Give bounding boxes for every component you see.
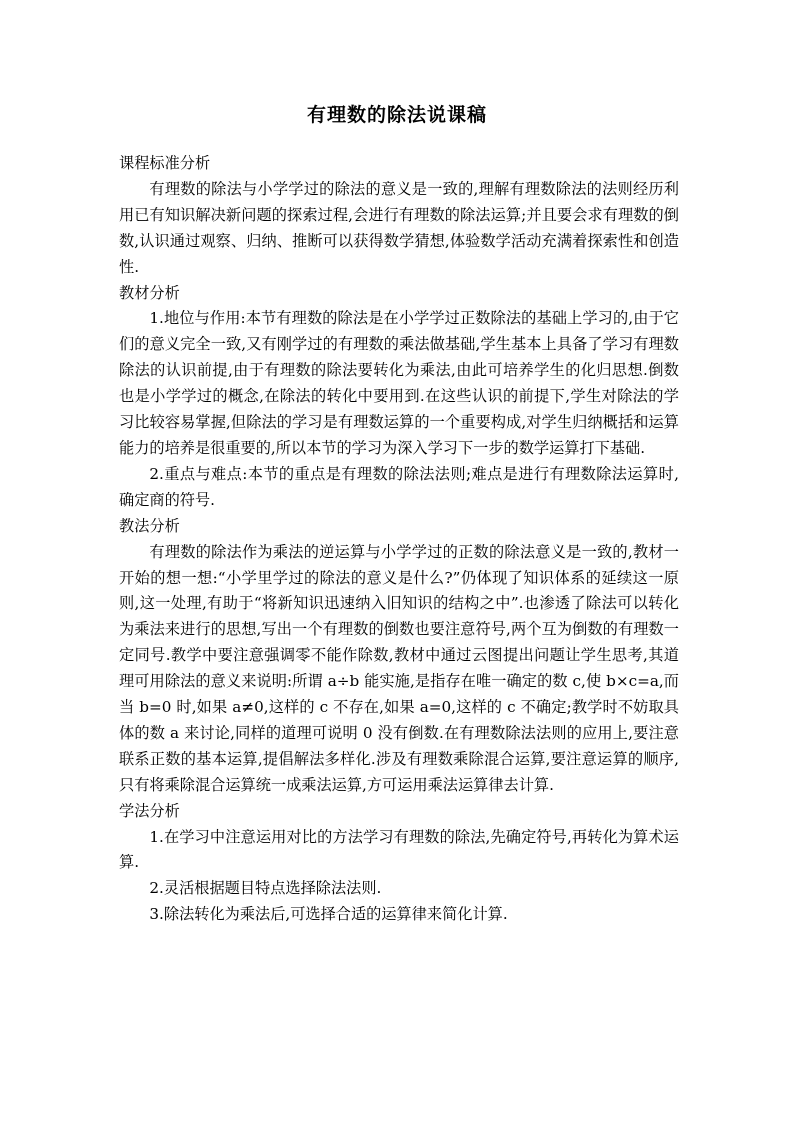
- section-teaching-method: [119, 514, 679, 799]
- paragraph: 1.在学习中注意运用对比的方法学习有理数的除法,先确定符号,再转化为算术运算.: [119, 827, 679, 872]
- paragraph: 3.除法转化为乘法后,可选择合适的运算律来简化计算.: [149, 905, 508, 924]
- paragraph: 1.地位与作用:本节有理数的除法是在小学学过正数除法的基础上学习的,由于它们的意义完全一致,又有刚学过的有理数的乘法做基础,学生基本上具备了学习有理数除法的认识前提,由于有理数的除法要转化为乘法,由此可培养学生的化归思想.倒数也是小学学过的概念,在除法的转化中要用到.在这些认识的前提下,学生对除法的学习比较容易掌握,但除法的学习是有理数运算的一个重要构成,对学生归纳概括和运算能力的培养是很重要的,所以本节的学习为深入学习下一步的数学运算打下基础.: [119, 309, 679, 457]
- document-body: [119, 151, 679, 928]
- section-textbook-analysis: [119, 281, 679, 514]
- section-learning-method: [119, 799, 679, 929]
- document-title: 有理数的除法说课稿: [306, 104, 487, 126]
- paragraph: 有理数的除法与小学学过的除法的意义是一致的,理解有理数除法的法则经历利用已有知识解决新问题的探索过程,会进行有理数的除法运算;并且要会求有理数的倒数,认识通过观察、归纳、推断可以获得数学猜想,体验数学活动充满着探索性和创造性.: [119, 179, 679, 276]
- paragraph: 有理数的除法作为乘法的逆运算与小学学过的正数的除法意义是一致的,教材一开始的想一想:“小学里学过的除法的意义是什么?”仍体现了知识体系的延续这一原则,这一处理,有助于“将新知识迅速纳入旧知识的结构之中”.也渗透了除法可以转化为乘法来进行的思想,写出一个有理数的倒数也要注意符号,两个互为倒数的有理数一定同号.教学中要注意强调零不能作除数,教材中通过云图提出问题让学生思考,其道理可用除法的意义来说明:所谓 a÷b 能实施,是指存在唯一确定的数 c,使 b×c=a,而当 b=0 时,如果 a≠0,这样的 c 不存在,如果 a=0,这样的 c 不确定;教学时不妨取具体的数 a 来讨论,同样的道理可说明 0 没有倒数.在有理数除法法则的应用上,要注意联系正数的基本运算,提倡解法多样化.涉及有理数乘除混合运算,要注意运算的顺序,只有将乘除混合运算统一成乘法运算,方可运用乘法运算律去计算.: [119, 542, 679, 794]
- section-curriculum-standard: [119, 151, 679, 281]
- section-heading: 教法分析: [119, 516, 180, 535]
- section-heading: 教材分析: [119, 283, 180, 302]
- section-heading: 课程标准分析: [119, 154, 211, 172]
- section-heading: 学法分析: [119, 801, 180, 820]
- paragraph: 2.灵活根据题目特点选择除法法则.: [149, 879, 382, 898]
- paragraph: 2.重点与难点:本节的重点是有理数的除法法则;难点是进行有理数除法运算时,确定商的符号.: [119, 464, 679, 509]
